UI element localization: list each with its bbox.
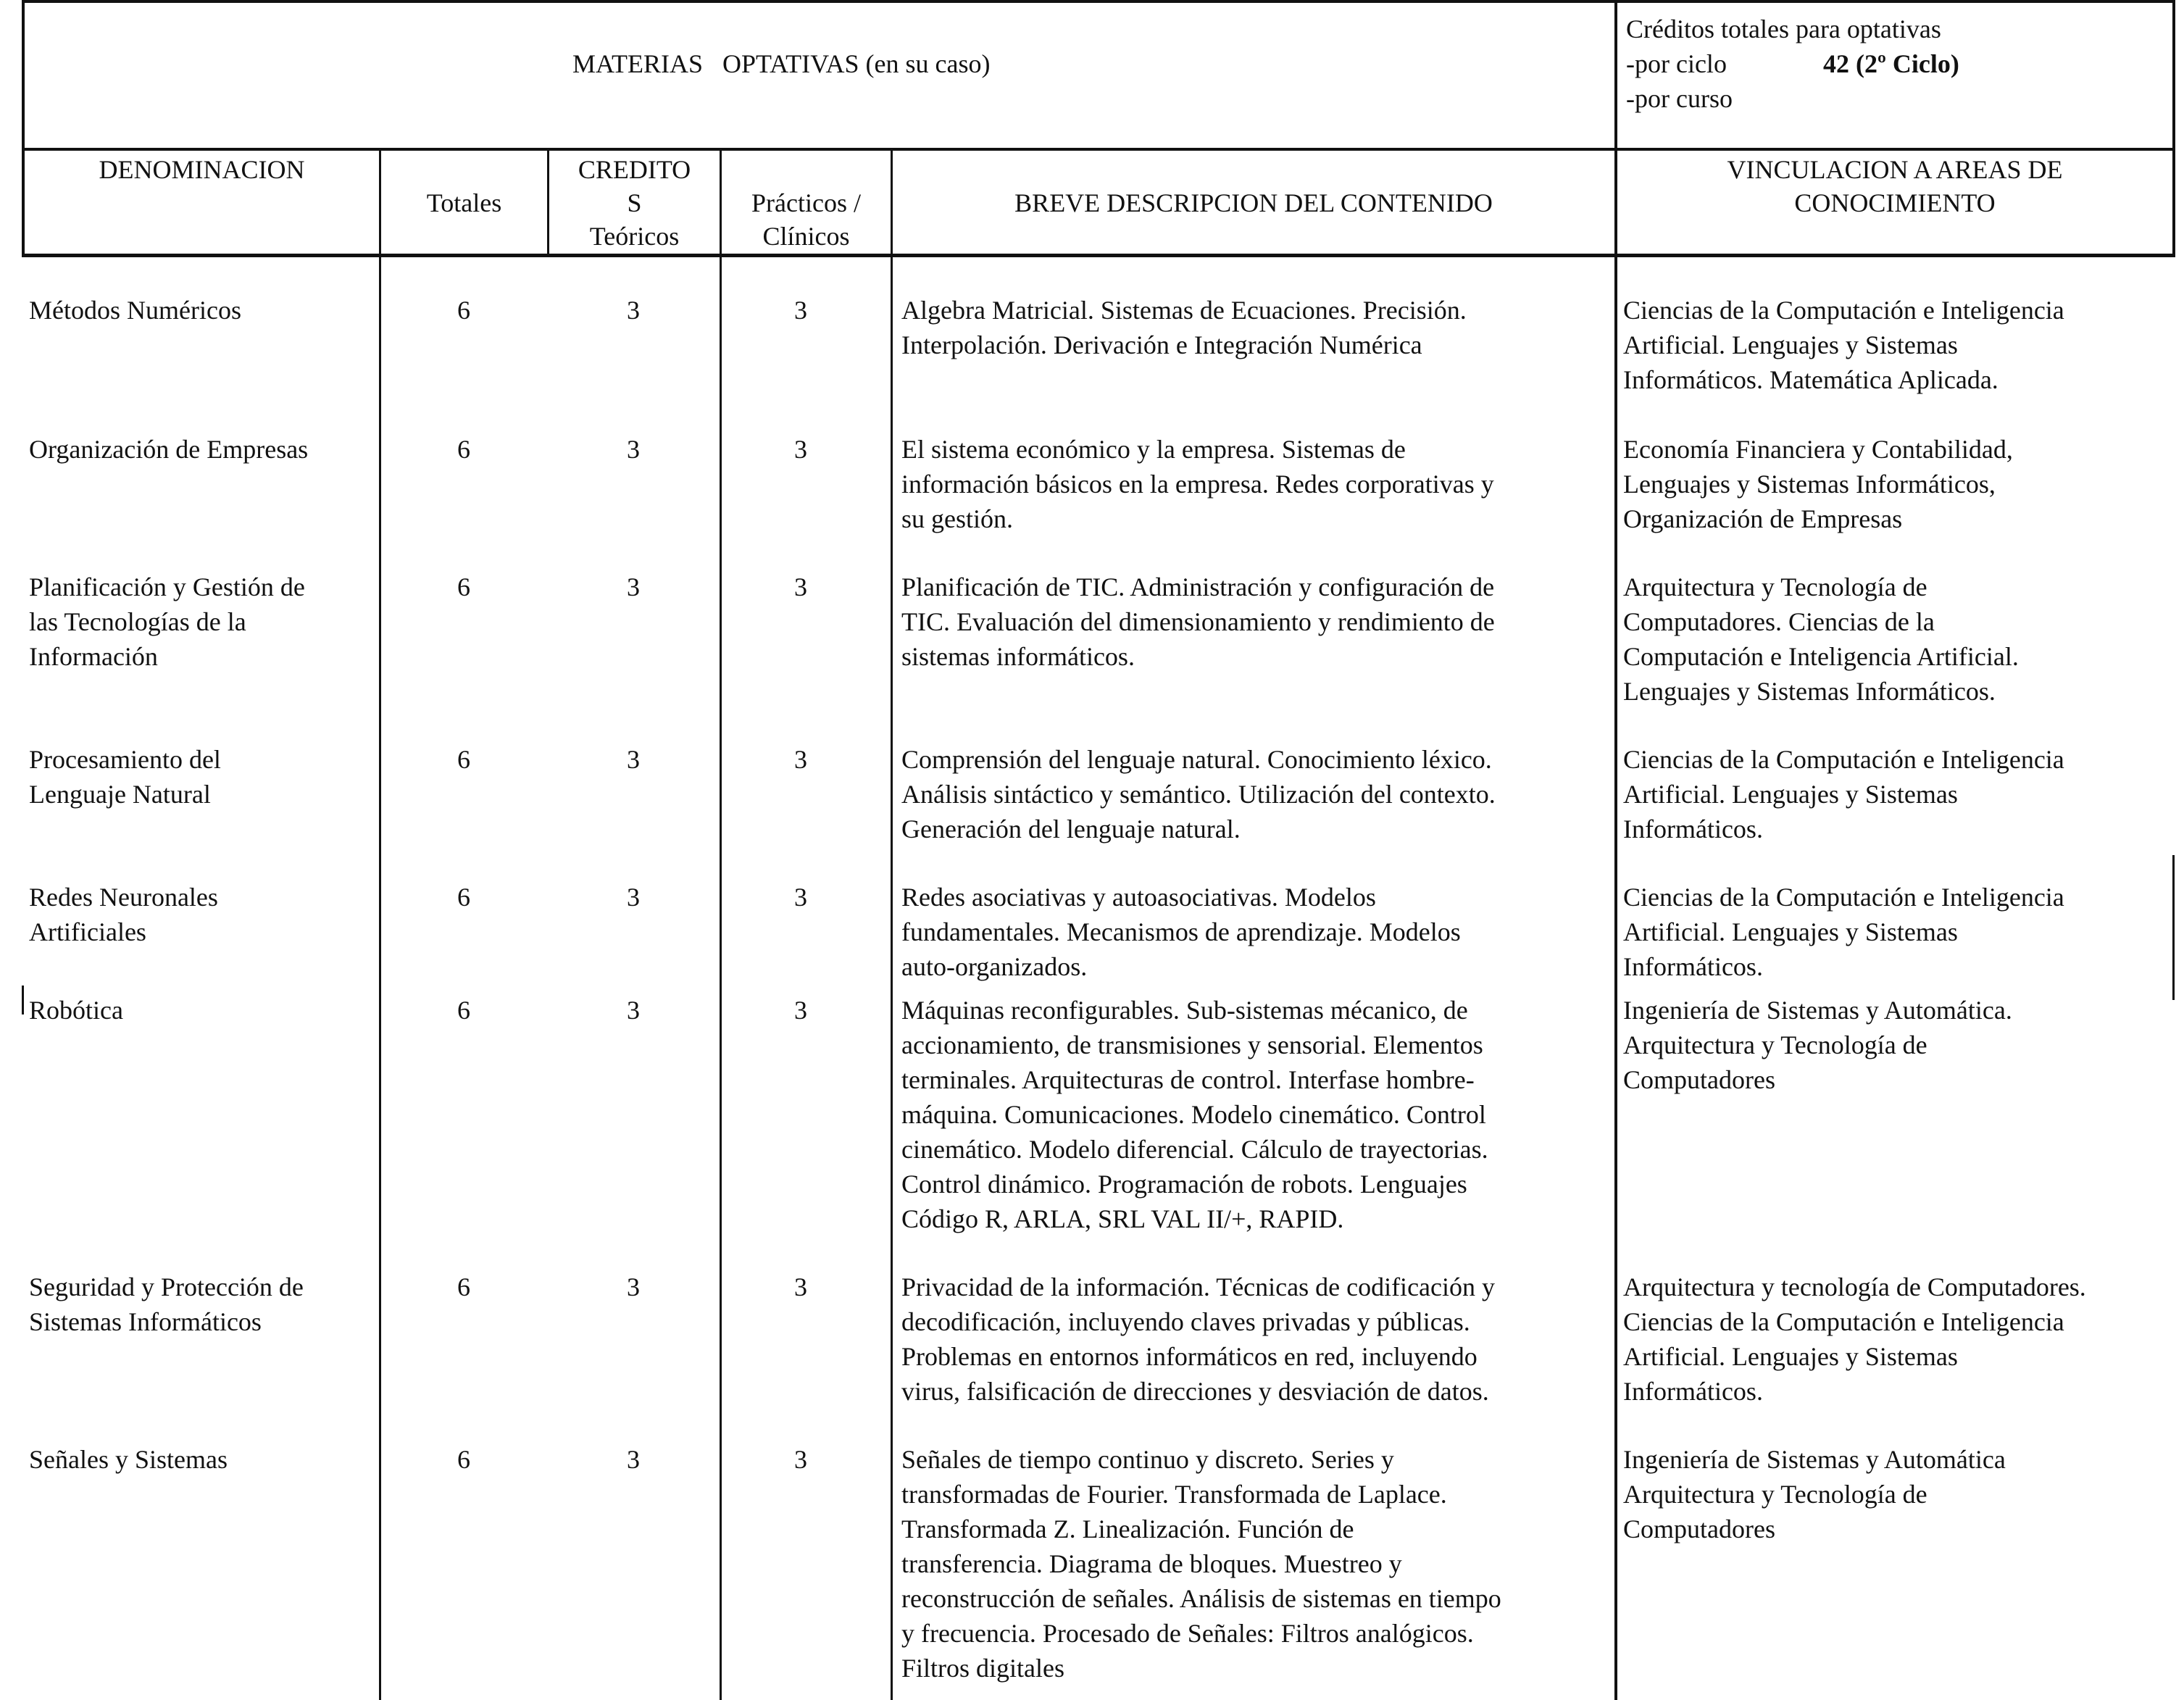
subject-name: las Tecnologías de la xyxy=(29,607,246,636)
knowledge-area: Artificial. Lenguajes y Sistemas xyxy=(1623,780,1958,809)
content-description: transferencia. Diagrama de bloques. Muestreo y xyxy=(901,1549,1402,1578)
col-divider-teoricos xyxy=(720,149,722,1700)
col-divider-practicos xyxy=(891,149,893,1700)
content-description: información básicos en la empresa. Redes corporativas y xyxy=(901,470,1494,499)
content-description: máquina. Comunicaciones. Modelo cinemático. Control xyxy=(901,1100,1486,1129)
content-description: Planificación de TIC. Administración y configuración de xyxy=(901,572,1495,601)
credits-totales: 6 xyxy=(457,883,470,912)
knowledge-area: Ciencias de la Computación e Inteligencia xyxy=(1623,883,2064,912)
credits-teoricos: 3 xyxy=(627,435,640,464)
right-border-lower xyxy=(2172,855,2175,1000)
knowledge-area: Arquitectura y Tecnología de xyxy=(1623,1030,1927,1059)
subject-name: Organización de Empresas xyxy=(29,435,309,464)
credits-totales: 6 xyxy=(457,1272,470,1301)
content-description: sistemas informáticos. xyxy=(901,642,1135,671)
credits-totales: 6 xyxy=(457,996,470,1025)
credits-teoricos: 3 xyxy=(627,572,640,601)
credits-totales: 6 xyxy=(457,435,470,464)
col-header-practicos: Prácticos / xyxy=(751,188,861,217)
col-header-denominacion: DENOMINACION xyxy=(99,155,305,184)
content-description: Generación del lenguaje natural. xyxy=(901,814,1241,843)
content-description: Privacidad de la información. Técnicas de codificación y xyxy=(901,1272,1495,1301)
knowledge-area: Lenguajes y Sistemas Informáticos. xyxy=(1623,677,1996,706)
col-header-descripcion: BREVE DESCRIPCION DEL CONTENIDO xyxy=(1014,188,1493,217)
content-description: Control dinámico. Programación de robots. Lenguajes xyxy=(901,1170,1467,1199)
top-border xyxy=(22,0,2175,3)
credits-totales: 6 xyxy=(457,1445,470,1474)
credits-practicos: 3 xyxy=(794,572,807,601)
credits-practicos: 3 xyxy=(794,883,807,912)
credits-title: Créditos totales para optativas xyxy=(1626,14,1941,43)
column-header-divider xyxy=(22,254,2175,257)
right-border xyxy=(2172,0,2175,257)
content-description: cinemático. Modelo diferencial. Cálculo de trayectorias. xyxy=(901,1135,1488,1164)
content-description: Análisis sintáctico y semántico. Utilización del contexto. xyxy=(901,780,1496,809)
content-description: terminales. Arquitecturas de control. Interfase hombre- xyxy=(901,1065,1475,1094)
subject-name: Redes Neuronales xyxy=(29,883,218,912)
left-border-lower xyxy=(22,986,24,1014)
knowledge-area: Ciencias de la Computación e Inteligencia xyxy=(1623,296,2064,325)
credits-totales: 6 xyxy=(457,296,470,325)
knowledge-area: Organización de Empresas xyxy=(1623,504,1903,533)
subject-name: Lenguaje Natural xyxy=(29,780,211,809)
col-header-vinculacion: VINCULACION A AREAS DE xyxy=(1727,155,2063,184)
credits-totales: 6 xyxy=(457,745,470,774)
knowledge-area: Informáticos. xyxy=(1623,1377,1763,1406)
header-divider xyxy=(22,148,2175,151)
col-header-teoricos: Teóricos xyxy=(589,222,680,251)
content-description: Señales de tiempo continuo y discreto. Series y xyxy=(901,1445,1394,1474)
content-description: TIC. Evaluación del dimensionamiento y rendimiento de xyxy=(901,607,1495,636)
content-description: transformadas de Fourier. Transformada de Laplace. xyxy=(901,1480,1447,1509)
content-description: Redes asociativas y autoasociativas. Modelos xyxy=(901,883,1376,912)
col-header-clinicos: Clínicos xyxy=(762,222,850,251)
knowledge-area: Computadores. Ciencias de la xyxy=(1623,607,1935,636)
subject-name: Robótica xyxy=(29,996,123,1025)
content-description: Problemas en entornos informáticos en red, incluyendo xyxy=(901,1342,1477,1371)
knowledge-area: Ciencias de la Computación e Inteligencia xyxy=(1623,1307,2064,1336)
content-description: Algebra Matricial. Sistemas de Ecuaciones. Precisión. xyxy=(901,296,1467,325)
credits-teoricos: 3 xyxy=(627,1272,640,1301)
left-border xyxy=(22,0,25,257)
knowledge-area: Artificial. Lenguajes y Sistemas xyxy=(1623,917,1958,946)
col-header-creditos-s: S xyxy=(627,188,642,217)
credits-practicos: 3 xyxy=(794,1272,807,1301)
content-description: Comprensión del lenguaje natural. Conocimiento léxico. xyxy=(901,745,1492,774)
col-header-creditos: CREDITO xyxy=(578,155,691,184)
credits-column-divider xyxy=(1614,0,1617,1700)
knowledge-area: Informáticos. xyxy=(1623,952,1763,981)
knowledge-area: Ingeniería de Sistemas y Automática xyxy=(1623,1445,2006,1474)
credits-teoricos: 3 xyxy=(627,883,640,912)
subject-name: Métodos Numéricos xyxy=(29,296,241,325)
knowledge-area: Computadores xyxy=(1623,1065,1775,1094)
content-description: El sistema económico y la empresa. Sistemas de xyxy=(901,435,1406,464)
credits-practicos: 3 xyxy=(794,296,807,325)
content-description: Filtros digitales xyxy=(901,1654,1064,1683)
content-description: Interpolación. Derivación e Integración Numérica xyxy=(901,330,1422,359)
subject-name: Información xyxy=(29,642,158,671)
col-divider-name xyxy=(379,149,381,1700)
knowledge-area: Informáticos. Matemática Aplicada. xyxy=(1623,365,1998,394)
subject-name: Planificación y Gestión de xyxy=(29,572,305,601)
col-header-totales: Totales xyxy=(426,188,502,217)
content-description: accionamiento, de transmisiones y sensorial. Elementos xyxy=(901,1030,1483,1059)
credits-teoricos: 3 xyxy=(627,296,640,325)
credits-practicos: 3 xyxy=(794,435,807,464)
credits-teoricos: 3 xyxy=(627,745,640,774)
credits-practicos: 3 xyxy=(794,745,807,774)
subject-name: Procesamiento del xyxy=(29,745,221,774)
credits-teoricos: 3 xyxy=(627,996,640,1025)
content-description: Transformada Z. Linealización. Función de xyxy=(901,1514,1354,1543)
knowledge-area: Arquitectura y tecnología de Computadores. xyxy=(1623,1272,2086,1301)
content-description: y frecuencia. Procesado de Señales: Filtros analógicos. xyxy=(901,1619,1474,1648)
knowledge-area: Computación e Inteligencia Artificial. xyxy=(1623,642,2019,671)
content-description: fundamentales. Mecanismos de aprendizaje. Modelos xyxy=(901,917,1461,946)
knowledge-area: Computadores xyxy=(1623,1514,1775,1543)
knowledge-area: Informáticos. xyxy=(1623,814,1763,843)
subject-name: Señales y Sistemas xyxy=(29,1445,228,1474)
knowledge-area: Arquitectura y Tecnología de xyxy=(1623,572,1927,601)
knowledge-area: Ciencias de la Computación e Inteligencia xyxy=(1623,745,2064,774)
por-ciclo-value: 42 (2º Ciclo) xyxy=(1823,49,1959,78)
knowledge-area: Arquitectura y Tecnología de xyxy=(1623,1480,1927,1509)
table-title: MATERIAS OPTATIVAS (en su caso) xyxy=(572,49,991,78)
credits-practicos: 3 xyxy=(794,996,807,1025)
content-description: su gestión. xyxy=(901,504,1014,533)
knowledge-area: Artificial. Lenguajes y Sistemas xyxy=(1623,1342,1958,1371)
credits-totales: 6 xyxy=(457,572,470,601)
knowledge-area: Ingeniería de Sistemas y Automática. xyxy=(1623,996,2012,1025)
credits-practicos: 3 xyxy=(794,1445,807,1474)
content-description: decodificación, incluyendo claves privadas y públicas. xyxy=(901,1307,1470,1336)
content-description: reconstrucción de señales. Análisis de sistemas en tiempo xyxy=(901,1584,1501,1613)
credits-teoricos: 3 xyxy=(627,1445,640,1474)
col-header-conocimiento: CONOCIMIENTO xyxy=(1794,188,1996,217)
por-curso-label: -por curso xyxy=(1626,84,1733,113)
content-description: Código R, ARLA, SRL VAL II/+, RAPID. xyxy=(901,1204,1344,1233)
knowledge-area: Lenguajes y Sistemas Informáticos, xyxy=(1623,470,1996,499)
subject-name: Sistemas Informáticos xyxy=(29,1307,262,1336)
por-ciclo-label: -por ciclo xyxy=(1626,49,1727,78)
knowledge-area: Artificial. Lenguajes y Sistemas xyxy=(1623,330,1958,359)
subject-name: Seguridad y Protección de xyxy=(29,1272,304,1301)
subject-name: Artificiales xyxy=(29,917,146,946)
content-description: virus, falsificación de direcciones y desviación de datos. xyxy=(901,1377,1489,1406)
content-description: auto-organizados. xyxy=(901,952,1088,981)
content-description: Máquinas reconfigurables. Sub-sistemas mécanico, de xyxy=(901,996,1468,1025)
knowledge-area: Economía Financiera y Contabilidad, xyxy=(1623,435,2013,464)
